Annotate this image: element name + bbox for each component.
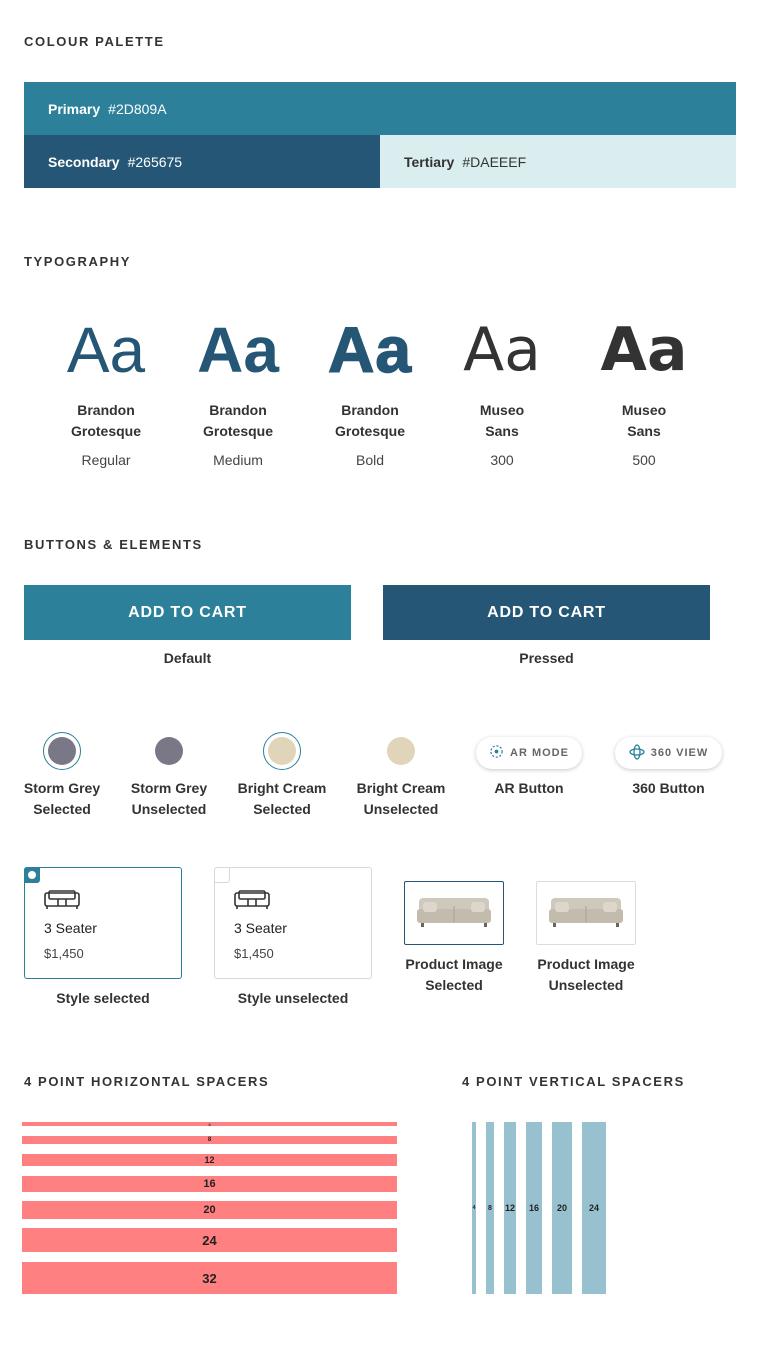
primary-swatch [24,82,736,135]
colour-dot [155,737,183,765]
product-image-selected[interactable] [404,881,504,945]
style-unselected-caption: Style unselected [237,990,349,1006]
font-sample-glyphs: Aa [328,314,412,386]
style-label: 3 Seater [234,920,287,936]
radio-selected-icon [24,867,40,883]
style-card-selected[interactable] [24,867,182,979]
view-360-label: 360 VIEW [650,747,709,759]
font-weight: Medium [213,452,263,468]
secondary-swatch-hex: #265675 [127,153,183,170]
v-spacer-24: 24 [582,1122,606,1294]
caption-line1: Product Image [537,956,635,972]
pressed-caption: Pressed [519,650,574,666]
storm-grey-unselected-caption [118,778,220,820]
font-sample-brandon-medium [163,305,313,470]
colour-palette-title: COLOUR PALETTE [24,34,165,49]
font-name-line2: Grotesque [202,423,273,439]
ar-icon [489,744,504,762]
primary-swatch-hex: #2D809A [108,100,167,117]
colour-dot [387,737,415,765]
sofa-image [415,894,493,933]
caption-line2: Unselected [363,801,439,817]
font-name [427,400,577,442]
horizontal-spacers-title: 4 POINT HORIZONTAL SPACERS [24,1074,270,1089]
font-name-line2: Grotesque [334,423,405,439]
tertiary-swatch-hex: #DAEEEF [462,153,527,170]
v-spacer-12: 12 [504,1122,516,1294]
font-name-line2: Grotesque [70,423,141,439]
v-spacer-4: 4 [472,1122,476,1294]
rotate-360-icon [629,744,645,763]
font-sample-glyphs: Aa [600,315,688,385]
storm-grey-swatch-selected[interactable] [43,732,81,770]
font-name-line2: Sans [485,423,519,439]
ar-mode-label: AR MODE [510,747,569,759]
tertiary-swatch-name: Tertiary [404,153,455,170]
bright-cream-unselected-caption [345,778,457,820]
caption-line1: Bright Cream [356,780,446,796]
caption-line2: Unselected [131,801,207,817]
typography-title: TYPOGRAPHY [24,254,132,269]
view-360-button[interactable] [615,737,722,769]
font-sample-glyphs: Aa [197,314,279,386]
h-spacer-16: 16 [22,1176,397,1192]
tertiary-swatch [380,135,736,188]
h-spacer-32: 32 [22,1262,397,1294]
font-sample-museo-500 [569,305,719,470]
font-sample-glyphs: Aa [66,314,146,386]
caption-line2: Selected [253,801,311,817]
v-spacer-16: 16 [526,1122,542,1294]
font-name [569,400,719,442]
secondary-swatch [24,135,380,188]
h-spacer-24: 24 [22,1228,397,1252]
secondary-swatch-name: Secondary [48,153,120,170]
font-name-line1: Museo [479,402,525,418]
default-caption: Default [163,650,212,666]
v-spacer-8: 8 [486,1122,494,1294]
view-360-button-caption: 360 Button [632,780,705,796]
font-weight: 500 [632,452,656,468]
colour-dot [268,737,296,765]
bright-cream-swatch-selected[interactable] [263,732,301,770]
radio-unselected-icon [214,867,230,883]
storm-grey-swatch-unselected[interactable] [150,732,188,770]
style-price: $1,450 [44,946,84,961]
sofa-image [547,894,625,933]
font-name-line2: Sans [627,423,661,439]
font-sample-glyphs: Aa [463,315,541,385]
primary-swatch-name: Primary [48,100,101,117]
caption-line1: Storm Grey [23,780,101,796]
ar-mode-button[interactable] [476,737,582,769]
style-price: $1,450 [234,946,274,961]
font-name-line1: Brandon [341,402,399,418]
h-spacer-4: 4 [22,1122,397,1126]
h-spacer-12: 12 [22,1154,397,1166]
caption-line2: Selected [33,801,91,817]
font-name-line1: Brandon [209,402,267,418]
caption-line1: Product Image [405,956,503,972]
product-image-unselected[interactable] [536,881,636,945]
font-weight: Bold [355,452,385,468]
font-name [31,400,181,442]
bright-cream-swatch-unselected[interactable] [382,732,420,770]
caption-line1: Storm Grey [130,780,208,796]
ar-button-caption: AR Button [494,780,564,796]
font-sample-brandon-regular [31,305,181,470]
storm-grey-selected-caption [11,778,113,820]
product-image-unselected-caption [526,954,646,996]
bright-cream-selected-caption [226,778,338,820]
font-name [163,400,313,442]
font-name-line1: Museo [621,402,667,418]
font-name [295,400,445,442]
sofa-icon [234,890,270,915]
vertical-spacers-title: 4 POINT VERTICAL SPACERS [462,1074,685,1089]
add-to-cart-button-pressed[interactable]: ADD TO CART [383,585,710,640]
font-name-line1: Brandon [77,402,135,418]
colour-dot [48,737,76,765]
font-weight: Regular [81,452,131,468]
caption-line2: Unselected [548,977,624,993]
style-label: 3 Seater [44,920,97,936]
h-spacer-8: 8 [22,1136,397,1144]
style-card-unselected[interactable] [214,867,372,979]
h-spacer-20: 20 [22,1201,397,1219]
font-sample-brandon-bold [295,305,445,470]
sofa-icon [44,890,80,915]
add-to-cart-button-default[interactable]: ADD TO CART [24,585,351,640]
v-spacer-20: 20 [552,1122,572,1294]
style-selected-caption: Style selected [56,990,150,1006]
buttons-elements-title: BUTTONS & ELEMENTS [24,537,203,552]
caption-line2: Selected [425,977,483,993]
product-image-selected-caption [394,954,514,996]
font-sample-museo-300 [427,305,577,470]
font-weight: 300 [490,452,514,468]
caption-line1: Bright Cream [237,780,327,796]
